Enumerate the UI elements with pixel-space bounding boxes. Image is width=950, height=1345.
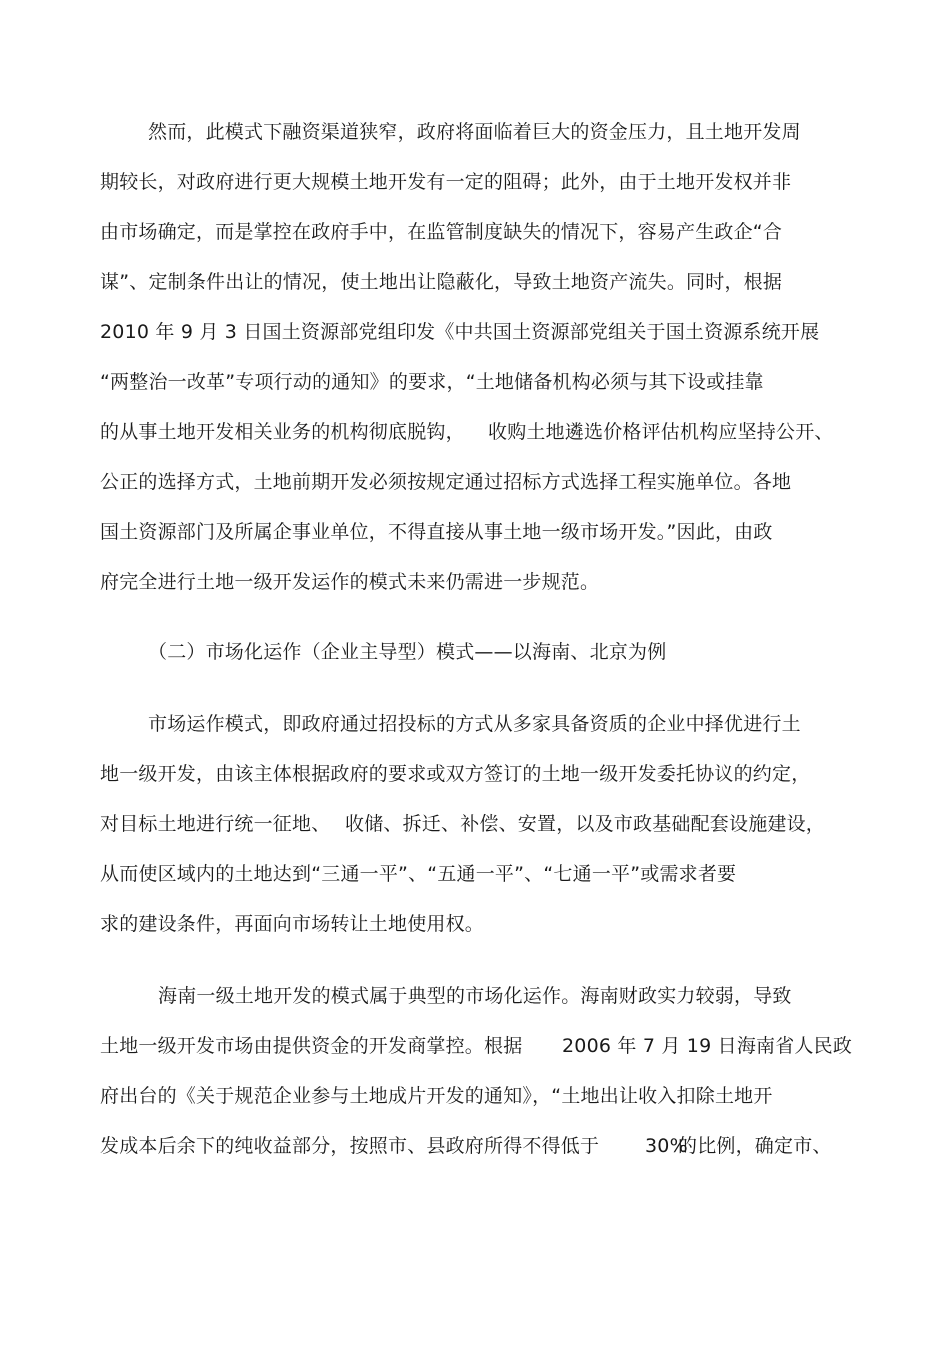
- paragraph-1-line-10: 府完全进行土地一级开发运作的模式未来仍需进一步规范。: [100, 571, 600, 593]
- paragraph-3-line-4c: 的比例，确定市、: [678, 1135, 832, 1157]
- paragraph-1-line-8: 公正的选择方式，土地前期开发必须按规定通过招标方式选择工程实施单位。各地: [100, 471, 792, 493]
- section-heading: （二）市场化运作（企业主导型）模式——以海南、北京为例: [148, 641, 667, 663]
- paragraph-1-line-7a: 的从事土地开发相关业务的机构彻底脱钩，: [100, 421, 465, 443]
- paragraph-1-line-2: 期较长，对政府进行更大规模土地开发有一定的阻碍；此外，由于土地开发权并非: [100, 171, 792, 193]
- paragraph-2-line-5: 求的建设条件，再面向市场转让土地使用权。: [100, 913, 485, 935]
- paragraph-1-line-7b: 收购土地遴选价格评估机构应坚持公开、: [488, 421, 834, 443]
- paragraph-2-line-3b: 收储、拆迁、补偿、安置，以及市政基础配套设施建设，: [345, 813, 826, 835]
- paragraph-2-line-4: 从而使区域内的土地达到“三通一平”、“五通一平”、“七通一平”或需求者要: [100, 863, 737, 885]
- paragraph-3-line-3: 府出台的《关于规范企业参与土地成片开发的通知》，“土地出让收入扣除土地开: [100, 1085, 773, 1107]
- paragraph-1-line-5: 2010 年 9 月 3 日国土资源部党组印发《中共国土资源部党组关于国土资源系统开展: [100, 321, 820, 343]
- paragraph-2-line-2: 地一级开发，由该主体根据政府的要求或双方签订的土地一级开发委托协议的约定，: [100, 763, 811, 785]
- paragraph-2-line-3a: 对目标土地进行统一征地、: [100, 813, 331, 835]
- paragraph-1-line-1: 然而，此模式下融资渠道狭窄，政府将面临着巨大的资金压力，且土地开发周: [148, 121, 801, 143]
- paragraph-3-line-4a: 发成本后余下的纯收益部分，按照市、县政府所得不得低于: [100, 1135, 600, 1157]
- paragraph-2-line-1: 市场运作模式，即政府通过招投标的方式从多家具备资质的企业中择优进行土: [148, 713, 801, 735]
- paragraph-3-line-2b: 2006 年 7 月 19 日海南省人民政: [562, 1035, 853, 1057]
- paragraph-1-line-6: “两整治一改革”专项行动的通知》的要求，“土地储备机构必须与其下设或挂靠: [100, 371, 764, 393]
- paragraph-3-line-2a: 土地一级开发市场由提供资金的开发商掌控。根据: [100, 1035, 523, 1057]
- paragraph-3-line-1: 海南一级土地开发的模式属于典型的市场化运作。海南财政实力较弱，导致: [158, 985, 792, 1007]
- paragraph-1-line-9: 国土资源部门及所属企事业单位，不得直接从事土地一级市场开发。”因此，由政: [100, 521, 773, 543]
- paragraph-3-line-4b: 30%: [645, 1135, 688, 1157]
- paragraph-1-line-4: 谋”、定制条件出让的情况，使土地出让隐蔽化，导致土地资产流失。同时，根据: [100, 271, 783, 293]
- paragraph-1-line-3: 由市场确定，而是掌控在政府手中，在监管制度缺失的情况下，容易产生政企“合: [100, 221, 783, 243]
